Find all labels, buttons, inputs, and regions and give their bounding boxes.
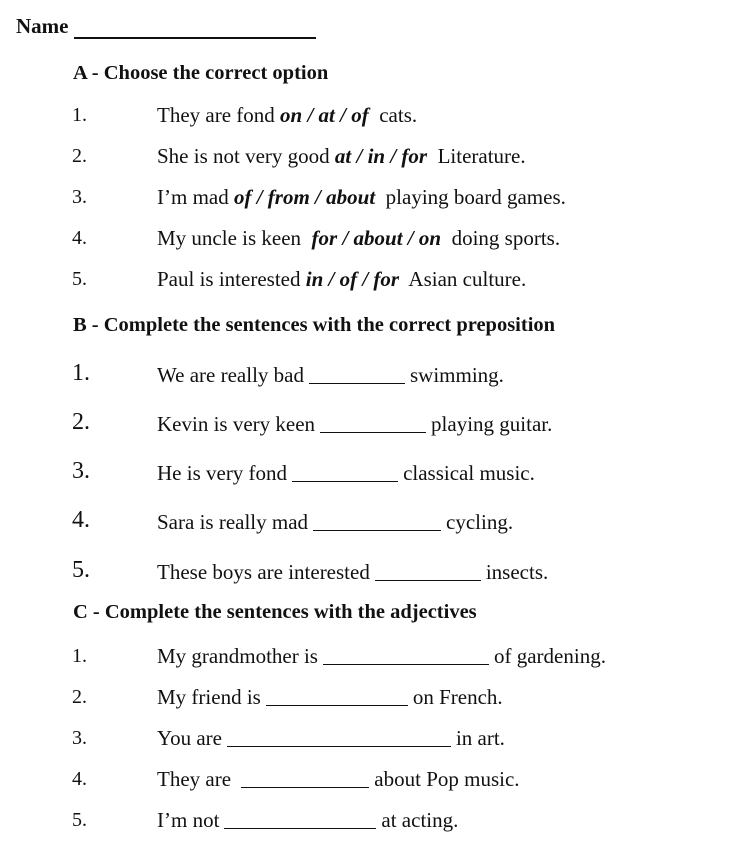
item-number: 2. (72, 409, 90, 435)
option-choices[interactable]: for / about / on (311, 226, 442, 250)
item-number: 4. (72, 768, 87, 790)
item-number: 5. (72, 557, 90, 583)
item-number: 1. (72, 645, 87, 667)
item-sentence: We are really bad swimming. (157, 363, 504, 387)
item-number: 4. (72, 227, 87, 249)
item-sentence: You are in art. (157, 726, 505, 750)
section-a-item-3 (0, 182, 748, 212)
item-number: 1. (72, 360, 90, 386)
section-b-item-3 (0, 458, 748, 488)
section-a-item-4 (0, 223, 748, 253)
option-choices[interactable]: at / in / for (334, 144, 428, 168)
answer-blank[interactable] (320, 412, 426, 433)
option-choices[interactable]: in / of / for (305, 267, 400, 291)
answer-blank[interactable] (224, 808, 376, 829)
item-number: 5. (72, 268, 87, 290)
item-sentence: These boys are interested insects. (157, 560, 549, 584)
item-sentence: Sara is really mad cycling. (157, 510, 514, 534)
answer-blank[interactable] (266, 685, 408, 706)
answer-blank[interactable] (227, 726, 451, 747)
item-sentence: Kevin is very keen playing guitar. (157, 412, 553, 436)
answer-blank[interactable] (241, 767, 369, 788)
section-a-item-1 (0, 100, 748, 130)
answer-blank[interactable] (375, 560, 481, 581)
item-sentence: She is not very good at / in / for Literature. (157, 144, 526, 168)
section-b-item-2 (0, 409, 748, 439)
option-choices[interactable]: of / from / about (233, 185, 376, 209)
item-number: 5. (72, 809, 87, 831)
item-number: 3. (72, 186, 87, 208)
item-number: 2. (72, 686, 87, 708)
option-choices[interactable]: on / at / of (280, 103, 369, 127)
item-number: 3. (72, 458, 90, 484)
item-number: 1. (72, 104, 87, 126)
section-b-item-1 (0, 360, 748, 390)
section-c-item-5 (0, 805, 748, 835)
item-sentence: They are about Pop music. (157, 767, 520, 791)
item-sentence: They are fond on / at / of cats. (157, 103, 418, 127)
section-c-item-3 (0, 723, 748, 753)
item-sentence: I’m not at acting. (157, 808, 459, 832)
section-a-item-2 (0, 141, 748, 171)
name-row (16, 14, 316, 39)
item-sentence: I’m mad of / from / about playing board games. (157, 185, 566, 209)
item-sentence: Paul is interested in / of / for Asian culture. (157, 267, 527, 291)
item-number: 2. (72, 145, 87, 167)
section-c-item-1 (0, 641, 748, 671)
name-label: Name (16, 14, 69, 38)
section-c-heading: C - Complete the sentences with the adjectives (73, 601, 477, 623)
answer-blank[interactable] (309, 363, 405, 384)
item-sentence: My grandmother is of gardening. (157, 644, 606, 668)
item-sentence: My uncle is keen for / about / on doing sports. (157, 226, 561, 250)
item-sentence: My friend is on French. (157, 685, 503, 709)
answer-blank[interactable] (323, 644, 489, 665)
section-b-item-5 (0, 557, 748, 587)
answer-blank[interactable] (292, 461, 398, 482)
item-number: 4. (72, 507, 90, 533)
item-number: 3. (72, 727, 87, 749)
section-a-item-5 (0, 264, 748, 294)
section-b-heading: B - Complete the sentences with the correct preposition (73, 314, 556, 336)
item-sentence: He is very fond classical music. (157, 461, 535, 485)
name-input-line[interactable] (74, 15, 316, 39)
section-c-item-2 (0, 682, 748, 712)
section-b-item-4 (0, 507, 748, 537)
section-a-heading: A - Choose the correct option (73, 62, 329, 84)
section-c-item-4 (0, 764, 748, 794)
answer-blank[interactable] (313, 510, 441, 531)
